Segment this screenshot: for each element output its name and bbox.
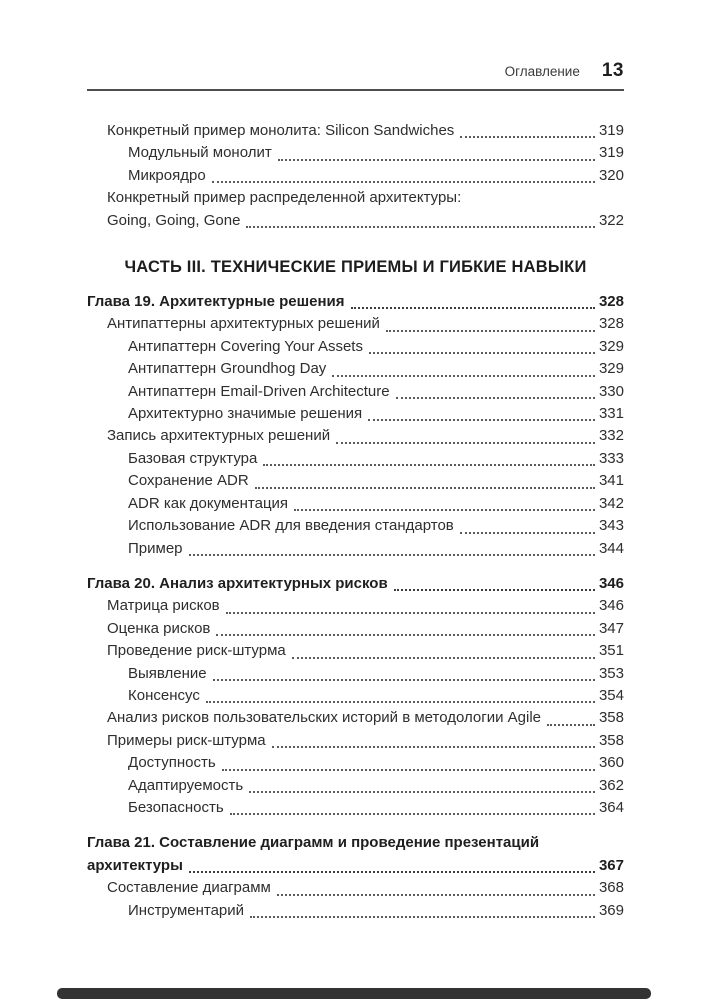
page-content [87, 0, 624, 922]
leader-dots [272, 746, 595, 748]
toc-entry-label: Антипаттерн Covering Your Assets [128, 337, 363, 355]
toc-entry-page: 329 [598, 360, 624, 378]
toc-list [87, 120, 624, 922]
toc-entry [128, 493, 624, 515]
toc-entry-page: 328 [598, 315, 624, 333]
toc-entry [107, 313, 624, 335]
toc-entry [128, 775, 624, 797]
leader-dots [246, 226, 595, 228]
toc-entry-label: Безопасность [128, 798, 224, 816]
toc-entry [128, 470, 624, 492]
leader-dots [230, 813, 595, 815]
leader-dots [189, 871, 595, 873]
leader-dots [396, 397, 595, 399]
toc-entry-label: Консенсус [128, 686, 200, 704]
toc-entry [107, 730, 624, 752]
leader-dots [351, 307, 595, 309]
toc-entry-page: 319 [598, 122, 624, 139]
toc-entry-page: 367 [598, 856, 624, 874]
toc-entry-label: Доступность [128, 754, 216, 772]
leader-dots [206, 701, 595, 703]
leader-dots [336, 442, 595, 444]
part-heading: ЧАСТЬ III. ТЕХНИЧЕСКИЕ ПРИЕМЫ И ГИБКИЕ НАВЫКИ [124, 258, 587, 277]
toc-entry [107, 640, 624, 662]
toc-entry-label: Матрица рисков [107, 597, 220, 615]
toc-entry-page: 341 [598, 472, 624, 490]
toc-entry-label: Примеры риск-штурма [107, 731, 266, 749]
toc-entry-label: архитектуры [87, 856, 183, 874]
header-rule [87, 89, 624, 91]
toc-entry-page: 320 [598, 166, 624, 184]
toc-entry-page: 362 [598, 776, 624, 794]
leader-dots [369, 352, 595, 354]
toc-entry-page: 354 [598, 686, 624, 704]
toc-chapter-entry [87, 855, 624, 877]
toc-entry [128, 797, 624, 819]
toc-entry-label: Использование ADR для введения стандартов [128, 517, 454, 535]
toc-entry-label: Оценка рисков [107, 619, 211, 637]
toc-entry-label: Базовая структура [128, 449, 258, 467]
toc-entry-label: Анализ рисков пользовательских историй в методологии Agile [107, 709, 542, 727]
toc-entry-page: 353 [598, 664, 624, 682]
toc-entry-page: 319 [598, 144, 624, 162]
toc-entry-label: Пример [128, 539, 183, 557]
toc-entry-label: ADR как документация [128, 494, 289, 512]
toc-entry-page: 358 [598, 731, 624, 749]
toc-entry [107, 618, 624, 640]
leader-dots [394, 589, 595, 591]
toc-entry [107, 210, 624, 232]
toc-entry-page: 369 [598, 901, 624, 919]
leader-dots [189, 554, 595, 556]
toc-entry [128, 515, 624, 537]
leader-dots [460, 532, 595, 534]
toc-entry-label: Выявление [128, 664, 207, 682]
toc-entry [128, 381, 624, 403]
toc-entry-page: 333 [598, 449, 624, 467]
toc-entry [128, 142, 624, 164]
leader-dots [249, 791, 595, 793]
toc-entry-page: 328 [598, 293, 624, 311]
toc-entry-page: 364 [598, 798, 624, 816]
running-header [87, 60, 624, 82]
toc-entry-page: 360 [598, 754, 624, 772]
toc-entry-page: 330 [598, 382, 624, 400]
toc-entry-page: 346 [598, 574, 624, 592]
leader-dots [292, 657, 595, 659]
leader-dots [386, 330, 595, 332]
toc-entry-label: Глава 19. Архитектурные решения [87, 293, 345, 311]
leader-dots [222, 769, 595, 771]
toc-entry [128, 448, 624, 470]
toc-entry-page: 358 [598, 709, 624, 727]
toc-entry-page: 331 [598, 405, 624, 423]
leader-dots [263, 464, 595, 466]
toc-entry-label: Антипаттерн Email-Driven Architecture [128, 382, 390, 400]
toc-entry [128, 538, 624, 560]
toc-entry-page: 343 [598, 517, 624, 535]
toc-entry-label: Составление диаграмм [107, 879, 271, 897]
toc-entry [128, 165, 624, 187]
toc-entry [128, 336, 624, 358]
leader-dots [460, 136, 595, 138]
toc-chapter-entry [87, 573, 624, 595]
toc-entry [107, 595, 624, 617]
leader-dots [332, 375, 595, 377]
toc-entry-label: Going, Going, Gone [107, 211, 241, 229]
leader-dots [212, 181, 595, 183]
page-number: 13 [601, 60, 624, 81]
toc-entry [128, 685, 624, 707]
toc-entry-label: Глава 20. Анализ архитектурных рисков [87, 574, 388, 592]
leader-dots [278, 159, 595, 161]
toc-chapter-entry-line1: Глава 21. Составление диаграмм и проведение презентаций [87, 834, 540, 852]
toc-entry-label: Инструментарий [128, 901, 245, 919]
page-bottom-bar [57, 988, 651, 999]
toc-entry-label: Микроядро [128, 166, 206, 184]
toc-entry-page: 322 [598, 211, 624, 229]
leader-dots [226, 612, 595, 614]
toc-entry-line1: Конкретный пример распределенной архитектуры: [107, 189, 462, 207]
toc-entry-page: 344 [598, 539, 624, 557]
toc-entry [107, 425, 624, 447]
toc-entry-page: 346 [598, 597, 624, 615]
toc-entry-page: 351 [598, 642, 624, 660]
toc-entry-page: 368 [598, 879, 624, 897]
leader-dots [216, 634, 595, 636]
toc-entry-label: Адаптируемость [128, 776, 244, 794]
toc-entry [128, 663, 624, 685]
toc-entry-label: Сохранение ADR [128, 472, 249, 490]
toc-entry [128, 900, 624, 922]
leader-dots [213, 679, 595, 681]
toc-chapter-entry [87, 291, 624, 313]
leader-dots [547, 724, 595, 726]
leader-dots [277, 894, 595, 896]
toc-entry [107, 120, 624, 142]
toc-entry-label: Запись архитектурных решений [107, 427, 331, 445]
toc-entry [107, 707, 624, 729]
toc-entry-page: 329 [598, 337, 624, 355]
toc-entry-page: 347 [598, 619, 624, 637]
leader-dots [250, 916, 595, 918]
toc-entry-page: 342 [598, 494, 624, 512]
toc-entry-label: Проведение риск-штурма [107, 642, 286, 660]
toc-entry [128, 358, 624, 380]
leader-dots [294, 509, 595, 511]
toc-entry [128, 403, 624, 425]
running-head-title: Оглавление [504, 64, 580, 79]
leader-dots [255, 487, 595, 489]
toc-entry-label: Антипаттерны архитектурных решений [107, 315, 380, 333]
toc-entry [128, 752, 624, 774]
toc-entry-label: Антипаттерн Groundhog Day [128, 360, 327, 378]
toc-entry-label: Архитектурно значимые решения [128, 405, 363, 423]
leader-dots [368, 419, 595, 421]
toc-entry-label: Модульный монолит [128, 144, 272, 162]
toc-entry-label: Конкретный пример монолита: Silicon Sandwiches [107, 122, 455, 139]
toc-entry [107, 877, 624, 899]
toc-entry-page: 332 [598, 427, 624, 445]
